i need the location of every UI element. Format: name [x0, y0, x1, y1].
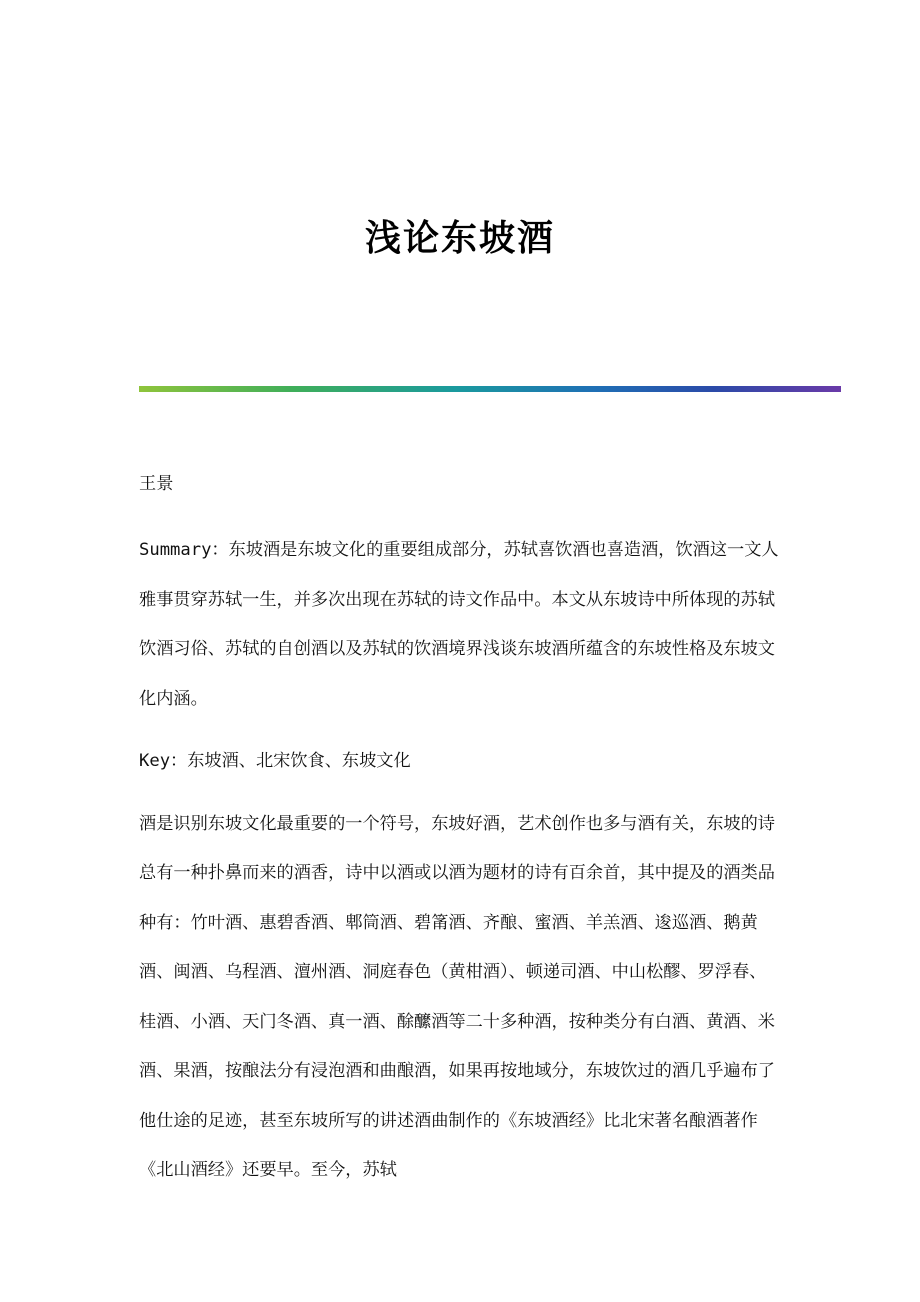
keywords-paragraph: Key：东坡酒、北宋饮食、东坡文化 — [139, 751, 411, 771]
document-title: 浅论东坡酒 — [364, 217, 555, 259]
author-name: 王景 — [139, 474, 174, 494]
title-gradient-rule — [139, 386, 841, 392]
body-paragraph: 酒是识别东坡文化最重要的一个符号，东坡好酒，艺术创作也多与酒有关，东坡的诗总有一种扑鼻而来的酒香，诗中以酒或以酒为题材的诗有百余首，其中提及的酒类品种有：竹叶酒、惠碧香酒、郫筒酒、碧筩酒、齐酿、蜜酒、羊羔酒、逡巡酒、鹅黄酒、闽酒、乌程酒、澶州酒、洞庭春色（黄柑酒）、顿递司酒、中山松醪、罗浮春、桂酒、小酒、天门冬酒、真一酒、酴醿酒等二十多种酒，按种类分有白酒、黄酒、米酒、果酒，按酿法分有浸泡酒和曲酿酒，如果再按地域分，东坡饮过的酒几乎遍布了他仕途的足迹，甚至东坡所写的讲述酒曲制作的《东坡酒经》比北宋著名酿酒著作《北山酒经》还要早。至今，苏轼 — [139, 813, 775, 1180]
summary-paragraph: Summary：东坡酒是东坡文化的重要组成部分，苏轼喜饮酒也喜造酒，饮酒这一文人雅事贯穿苏轼一生，并多次出现在苏轼的诗文作品中。本文从东坡诗中所体现的苏轼饮酒习俗、苏轼的自创酒以及苏轼的饮酒境界浅谈东坡酒所蕴含的东坡性格及东坡文化内涵。 — [139, 540, 779, 709]
document-body — [139, 472, 779, 1221]
